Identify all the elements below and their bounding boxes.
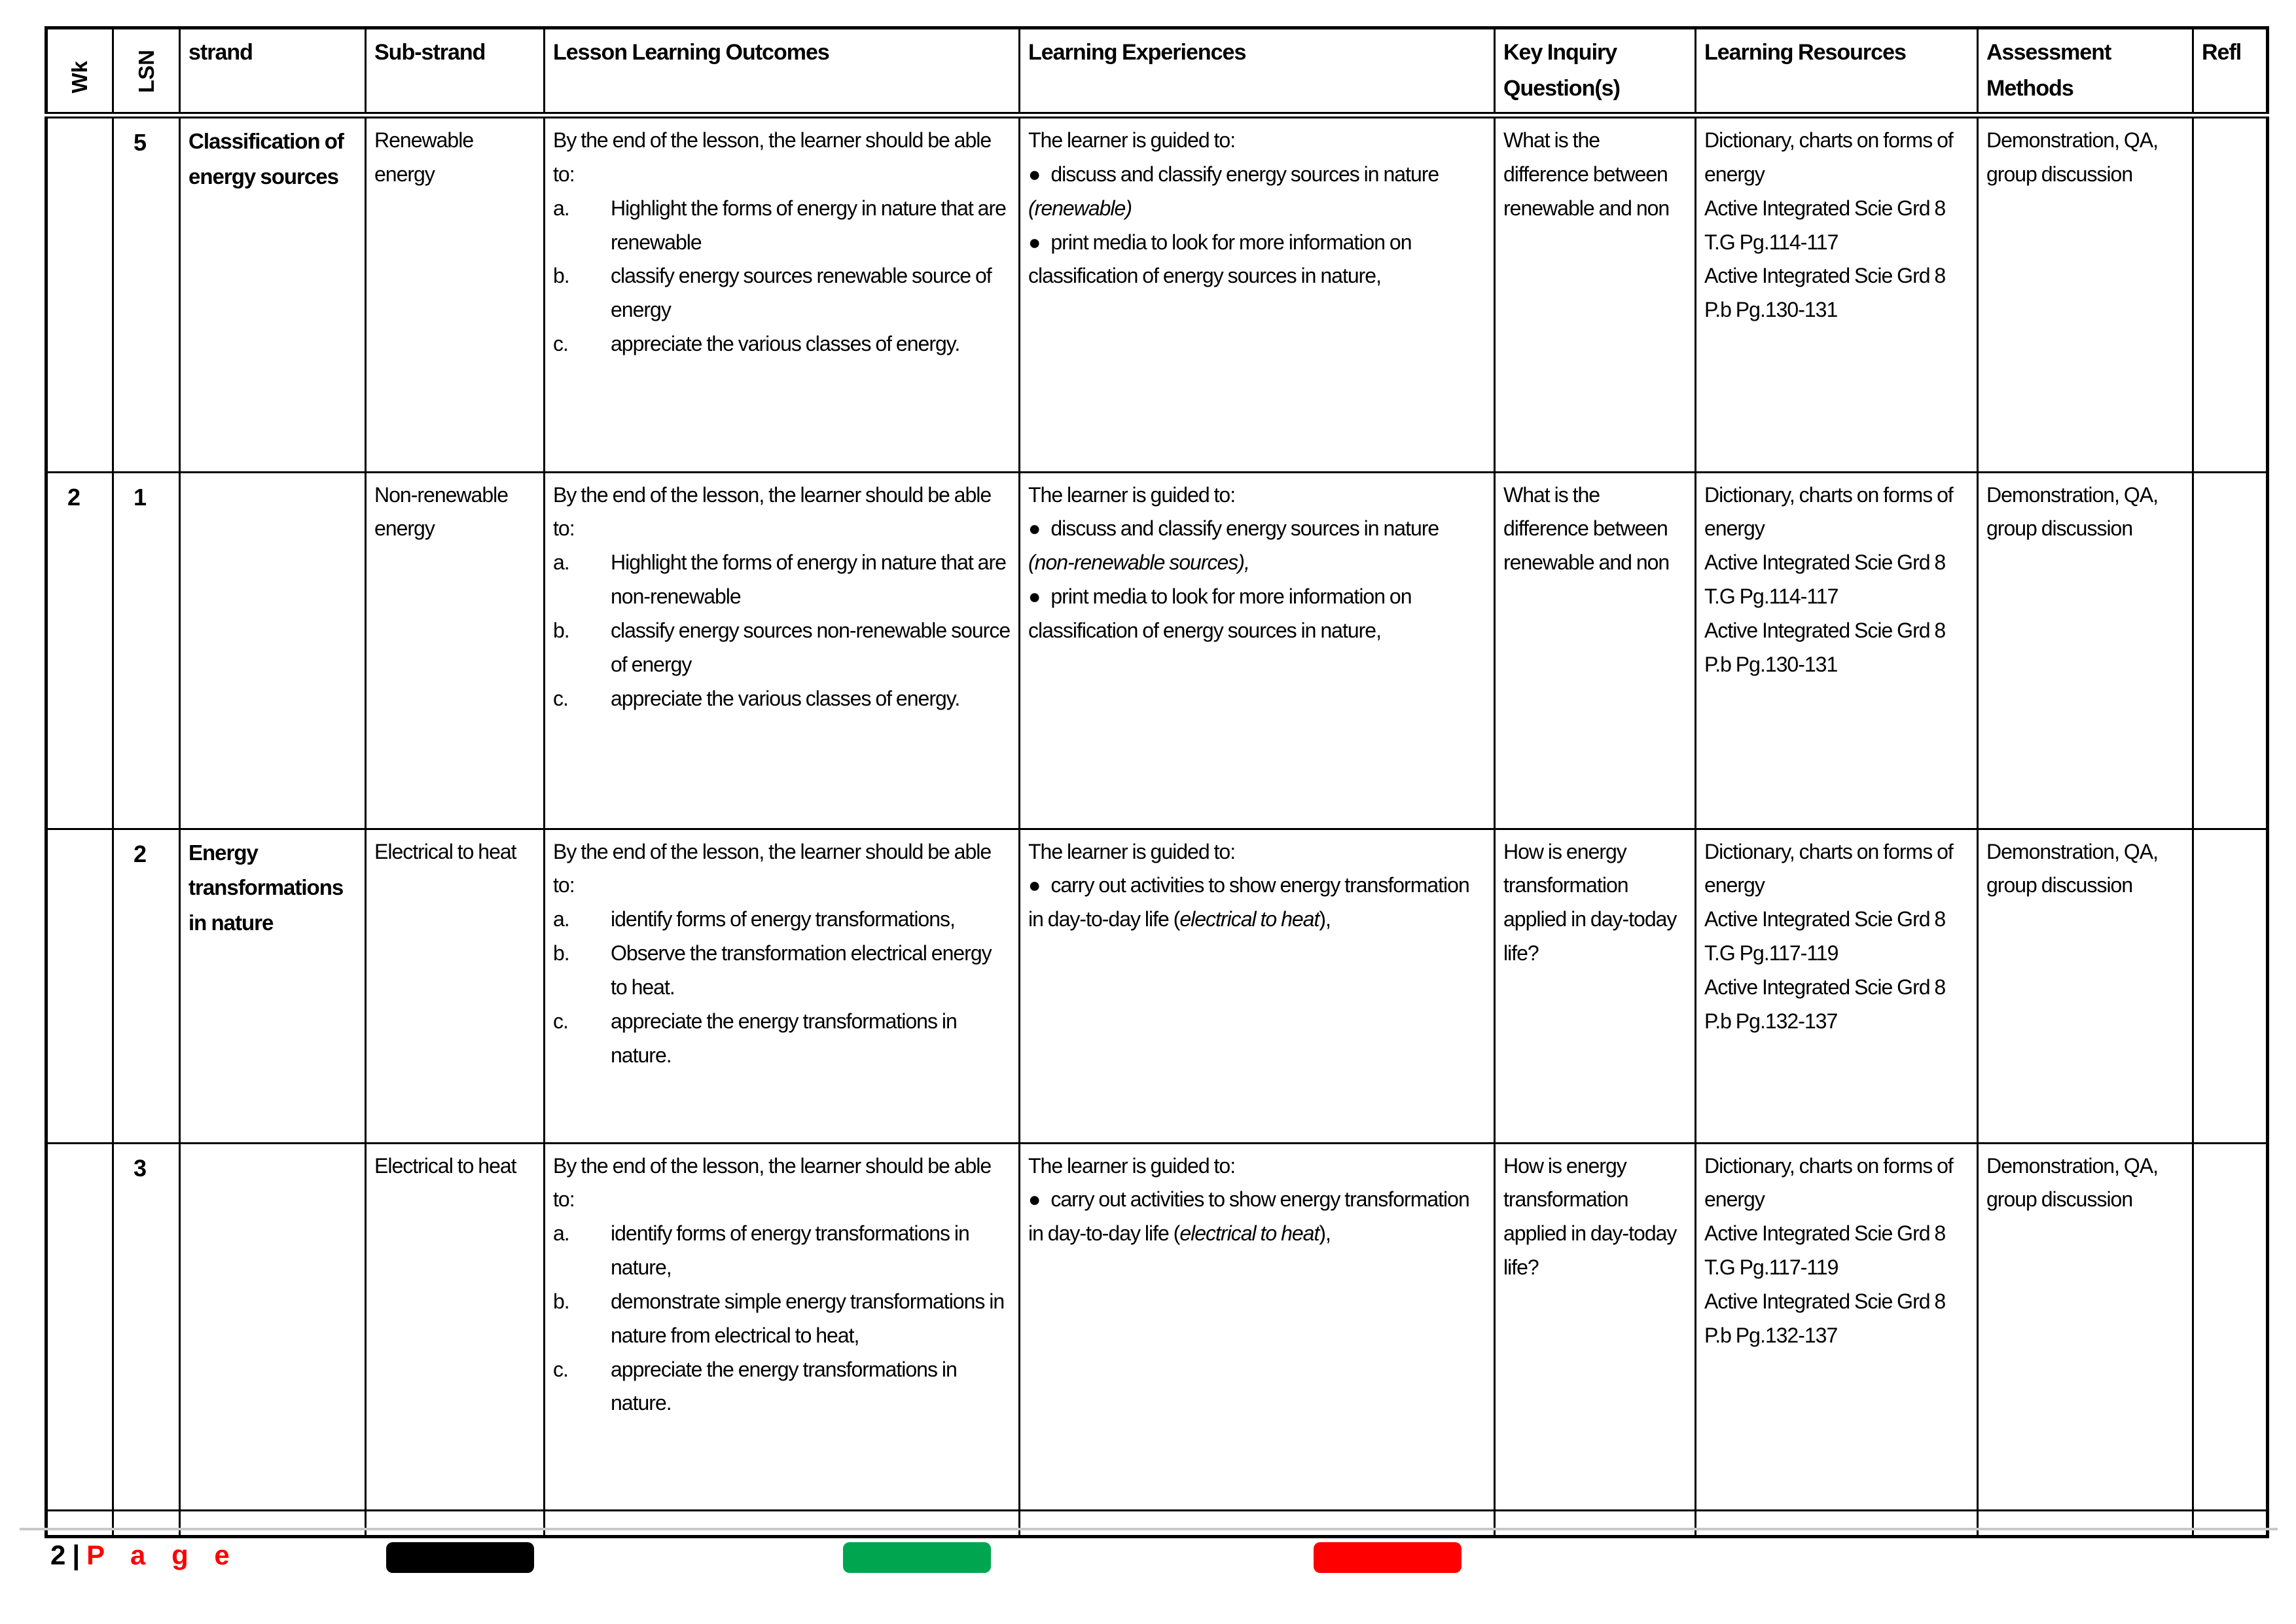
cell-strand	[180, 1510, 366, 1536]
cell-wk	[46, 115, 113, 472]
cell-outcomes	[545, 115, 1020, 472]
cell-wk	[46, 1143, 113, 1510]
experience-bullet: ● discuss and classify energy sources in nature (renewable)	[1028, 162, 1439, 220]
outcome-marker: c.	[553, 1357, 568, 1381]
cell-strand	[180, 472, 366, 829]
outcome-item	[553, 192, 1011, 260]
bullet-icon: ●	[1028, 230, 1041, 254]
resource-line: Active Integrated Scie Grd 8 T.G Pg.117-119	[1704, 1221, 1946, 1280]
resource-line: Dictionary, charts on forms of energy	[1704, 1153, 1953, 1212]
outcome-text: classify energy sources renewable source of energy	[611, 264, 992, 322]
column-header-lsn	[113, 28, 180, 116]
column-header-wk-label: Wk	[67, 60, 92, 94]
table-row	[46, 472, 2268, 829]
outcome-item	[553, 1005, 1011, 1073]
red-highlight-bar	[1314, 1542, 1462, 1573]
outcome-item	[553, 1285, 1011, 1353]
outcome-item	[553, 937, 1011, 1005]
experience-bullet: ● carry out activities to show energy transformation in day-to-day life (electrical to heat),	[1028, 1187, 1469, 1246]
cell-sub-strand	[366, 1510, 545, 1536]
table-row	[46, 1510, 2268, 1536]
cell-lsn: 3	[113, 1143, 180, 1510]
cell-experiences	[1020, 829, 1495, 1143]
resource-line: Active Integrated Scie Grd 8 P.b Pg.130-131	[1704, 264, 1946, 322]
column-header-sub-strand: Sub-strand	[366, 28, 545, 116]
outcome-text: demonstrate simple energy transformations in nature from electrical to heat,	[611, 1289, 1005, 1347]
cell-strand: Classification of energy sources	[180, 115, 366, 472]
cell-assessment: Demonstration, QA, group discussion	[1978, 472, 2193, 829]
resource-line: Active Integrated Scie Grd 8 P.b Pg.132-137	[1704, 1289, 1946, 1347]
outcome-text: classify energy sources non-renewable source of energy	[611, 618, 1011, 676]
outcome-marker: b.	[553, 941, 569, 965]
cell-key-inquiry	[1495, 1510, 1696, 1536]
resource-line: Active Integrated Scie Grd 8 P.b Pg.130-131	[1704, 618, 1946, 676]
page-label: P a g e	[86, 1540, 239, 1570]
bullet-icon: ●	[1028, 516, 1041, 541]
cell-outcomes	[545, 1143, 1020, 1510]
experiences-intro: The learner is guided to:	[1028, 482, 1236, 507]
cell-refl	[2193, 115, 2268, 472]
cell-resources	[1696, 829, 1978, 1143]
cell-assessment	[1978, 1510, 2193, 1536]
column-header-assessment: Assessment Methods	[1978, 28, 2193, 116]
outcomes-intro: By the end of the lesson, the learner should be able to:	[553, 839, 992, 897]
page-footer	[50, 1540, 239, 1571]
bullet-icon: ●	[1028, 162, 1041, 186]
column-header-wk	[46, 28, 113, 116]
outcome-item	[553, 259, 1011, 327]
outcome-text: identify forms of energy transformations in nature,	[611, 1221, 969, 1280]
cell-resources	[1696, 1143, 1978, 1510]
outcome-marker: b.	[553, 618, 569, 642]
experience-bullet: ● print media to look for more information on classification of energy sources in nature,	[1028, 230, 1412, 288]
cell-experiences	[1020, 1143, 1495, 1510]
experiences-intro: The learner is guided to:	[1028, 839, 1236, 863]
cell-resources	[1696, 1510, 1978, 1536]
column-header-key-inquiry: Key Inquiry Question(s)	[1495, 28, 1696, 116]
cell-key-inquiry: What is the difference between renewable and non	[1495, 472, 1696, 829]
cell-wk	[46, 1510, 113, 1536]
cell-sub-strand: Electrical to heat	[366, 1143, 545, 1510]
resource-line: Active Integrated Scie Grd 8 T.G Pg.114-117	[1704, 196, 1946, 254]
outcome-marker: c.	[553, 332, 568, 356]
black-highlight-bar	[386, 1542, 534, 1573]
resource-line: Dictionary, charts on forms of energy	[1704, 128, 1953, 186]
footer-divider-line	[20, 1528, 2278, 1530]
cell-assessment: Demonstration, QA, group discussion	[1978, 829, 2193, 1143]
outcome-item	[553, 1353, 1011, 1421]
cell-wk	[46, 829, 113, 1143]
experience-bullet: ● carry out activities to show energy transformation in day-to-day life (electrical to heat),	[1028, 873, 1469, 931]
resource-line: Active Integrated Scie Grd 8 T.G Pg.117-119	[1704, 907, 1946, 965]
experiences-intro: The learner is guided to:	[1028, 128, 1236, 153]
outcome-marker: c.	[553, 686, 568, 710]
cell-wk: 2	[46, 472, 113, 829]
column-header-resources: Learning Resources	[1696, 28, 1978, 116]
experience-bullet: ● discuss and classify energy sources in nature (non-renewable sources),	[1028, 516, 1439, 575]
cell-experiences	[1020, 1510, 1495, 1536]
cell-outcomes	[545, 472, 1020, 829]
cell-sub-strand: Non-renewable energy	[366, 472, 545, 829]
outcome-marker: a.	[553, 1221, 569, 1246]
green-highlight-bar	[843, 1542, 991, 1573]
column-header-outcomes: Lesson Learning Outcomes	[545, 28, 1020, 116]
outcome-text: Observe the transformation electrical energy to heat.	[611, 941, 992, 999]
outcomes-intro: By the end of the lesson, the learner should be able to:	[553, 482, 992, 541]
outcome-text: appreciate the various classes of energy.	[611, 686, 960, 710]
cell-lsn: 1	[113, 472, 180, 829]
outcome-marker: a.	[553, 196, 569, 220]
outcome-item	[553, 546, 1011, 614]
column-header-strand: strand	[180, 28, 366, 116]
outcomes-intro: By the end of the lesson, the learner should be able to:	[553, 1153, 992, 1212]
cell-strand	[180, 1143, 366, 1510]
cell-refl	[2193, 472, 2268, 829]
cell-assessment: Demonstration, QA, group discussion	[1978, 115, 2193, 472]
outcomes-intro: By the end of the lesson, the learner should be able to:	[553, 128, 992, 186]
outcome-text: appreciate the energy transformations in nature.	[611, 1357, 957, 1415]
outcome-text: appreciate the various classes of energy.	[611, 332, 960, 356]
cell-assessment: Demonstration, QA, group discussion	[1978, 1143, 2193, 1510]
bullet-icon: ●	[1028, 585, 1041, 609]
column-header-refl: Refl	[2193, 28, 2268, 116]
table-row	[46, 115, 2268, 472]
outcome-marker: b.	[553, 264, 569, 288]
cell-key-inquiry: What is the difference between renewable and non	[1495, 115, 1696, 472]
cell-lsn	[113, 1510, 180, 1536]
resource-line: Active Integrated Scie Grd 8 T.G Pg.114-117	[1704, 550, 1946, 609]
outcome-item	[553, 682, 1011, 716]
cell-resources	[1696, 472, 1978, 829]
cell-refl	[2193, 1510, 2268, 1536]
cell-key-inquiry: How is energy transformation applied in day-today life?	[1495, 1143, 1696, 1510]
table-row	[46, 1143, 2268, 1510]
experience-bullet: ● print media to look for more information on classification of energy sources in nature,	[1028, 585, 1412, 642]
outcome-item	[553, 327, 1011, 361]
outcome-text: Highlight the forms of energy in nature that are non-renewable	[611, 550, 1006, 609]
outcome-item	[553, 903, 1011, 937]
outcome-item	[553, 614, 1011, 682]
outcome-item	[553, 1217, 1011, 1285]
cell-sub-strand: Electrical to heat	[366, 829, 545, 1143]
experiences-intro: The learner is guided to:	[1028, 1153, 1236, 1178]
resource-line: Dictionary, charts on forms of energy	[1704, 839, 1953, 897]
outcome-marker: a.	[553, 550, 569, 575]
column-header-lsn-label: LSN	[134, 50, 158, 94]
cell-outcomes	[545, 1510, 1020, 1536]
header-row	[46, 28, 2268, 116]
cell-refl	[2193, 1143, 2268, 1510]
cell-outcomes	[545, 829, 1020, 1143]
table-row	[46, 829, 2268, 1143]
cell-key-inquiry: How is energy transformation applied in day-today life?	[1495, 829, 1696, 1143]
resource-line: Active Integrated Scie Grd 8 P.b Pg.132-137	[1704, 975, 1946, 1033]
column-header-experiences: Learning Experiences	[1020, 28, 1495, 116]
outcome-marker: a.	[553, 907, 569, 931]
cell-sub-strand: Renewable energy	[366, 115, 545, 472]
cell-strand: Energy transformations in nature	[180, 829, 366, 1143]
cell-resources	[1696, 115, 1978, 472]
outcome-text: appreciate the energy transformations in nature.	[611, 1009, 957, 1067]
cell-refl	[2193, 829, 2268, 1143]
outcome-marker: c.	[553, 1009, 568, 1033]
cell-experiences	[1020, 115, 1495, 472]
cell-lsn: 5	[113, 115, 180, 472]
outcome-text: Highlight the forms of energy in nature that are renewable	[611, 196, 1006, 254]
bullet-icon: ●	[1028, 873, 1041, 897]
footer-separator: |	[72, 1540, 81, 1570]
cell-experiences	[1020, 472, 1495, 829]
outcome-text: identify forms of energy transformations,	[611, 907, 955, 931]
outcome-marker: b.	[553, 1289, 569, 1313]
scheme-of-work-table	[45, 26, 2269, 1538]
bullet-icon: ●	[1028, 1187, 1041, 1212]
cell-lsn: 2	[113, 829, 180, 1143]
resource-line: Dictionary, charts on forms of energy	[1704, 482, 1953, 541]
page-number: 2	[50, 1540, 67, 1570]
